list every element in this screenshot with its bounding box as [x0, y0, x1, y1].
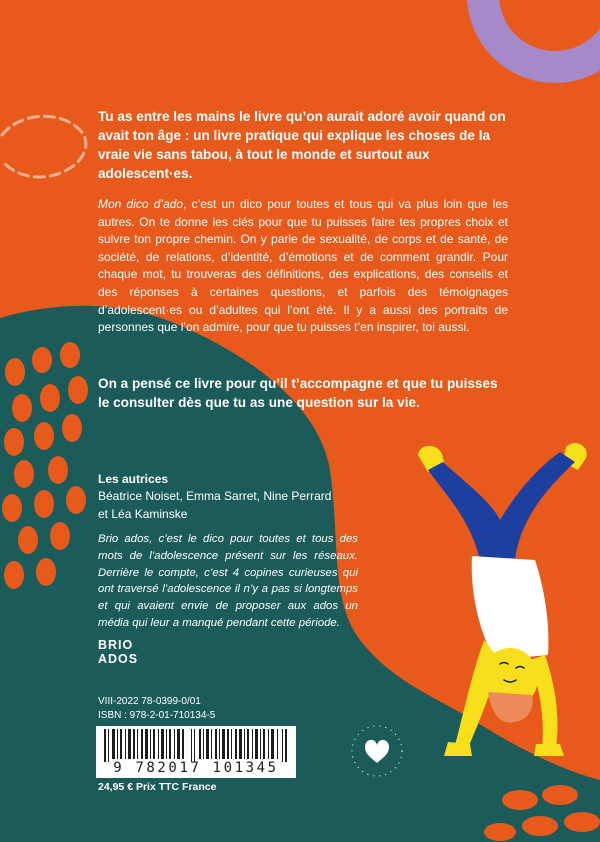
price: 24,95 € Prix TTC France	[98, 781, 217, 793]
dashed-outline-shape	[2, 116, 86, 177]
brio-ados-logo	[98, 638, 138, 666]
description-text: , c’est un dico pour toutes et tous qui va plus loin que les autres. On te donne les clés pour que tu puisses faire tes propres choix et suivre ton propre chemin. On y parle de sexualité, de corps et de santé, de société, de relations, d’identité, d’émotions et de comment grandir. Pour chaque mot, tu trouveras des définitions, des explications, des conseils et des réponses à certaines questions, et parfois des témoignages d’adolescent·es ou d’adultes qui l’ont été. Il y a aussi des portraits de personnes que l’on admire, pour que tu puisses t’en inspirer, toi aussi.	[98, 197, 508, 335]
authors-block	[98, 471, 398, 523]
publisher-logo	[347, 721, 407, 781]
barcode-number: 9 782017 101345	[113, 760, 279, 776]
book-codes	[98, 695, 215, 723]
insolentes-mark	[347, 721, 407, 781]
logo-line-2: ADOS	[98, 652, 139, 666]
description-paragraph	[98, 196, 508, 337]
barcode	[96, 726, 296, 778]
authors-heading: Les autrices	[98, 472, 169, 486]
authors-line-1: Béatrice Noiset, Emma Sarret, Nine Perrard	[98, 489, 332, 504]
barcode-bars	[96, 726, 296, 762]
logo-line-1: BRIO	[98, 638, 134, 652]
closing-paragraph: On a pensé ce livre pour qu’il t’accompagne et que tu puisses le consulter dès que tu as une question sur la vie.	[98, 376, 498, 410]
book-title: Mon dico d’ado	[98, 197, 184, 211]
isbn: ISBN : 978-2-01-710134-5	[98, 710, 216, 721]
brio-ados-description: Brio ados, c’est le dico pour toutes et tous des mots de l’adolescence présent sur les réseaux. Derrière le compte, c’est 4 copines curieuses qui ont traversé l’adolescence il n’y a pas si longtemps et qui avaient envie de proposer aux ados un média qui leur a manqué pendant cette période.	[98, 533, 358, 629]
authors-line-2: et Léa Kaminske	[98, 506, 188, 521]
intro-paragraph: Tu as entre les mains le livre qu’on aurait adoré avoir quand on avait ton âge : un livre pratique qui explique les choses de la vraie vie sans tabou, à tout le monde et surtout aux adolescent·es.	[98, 109, 506, 181]
edition-code: VIII-2022 78-0399-0/01	[98, 696, 201, 707]
lavender-ring	[483, 0, 600, 67]
